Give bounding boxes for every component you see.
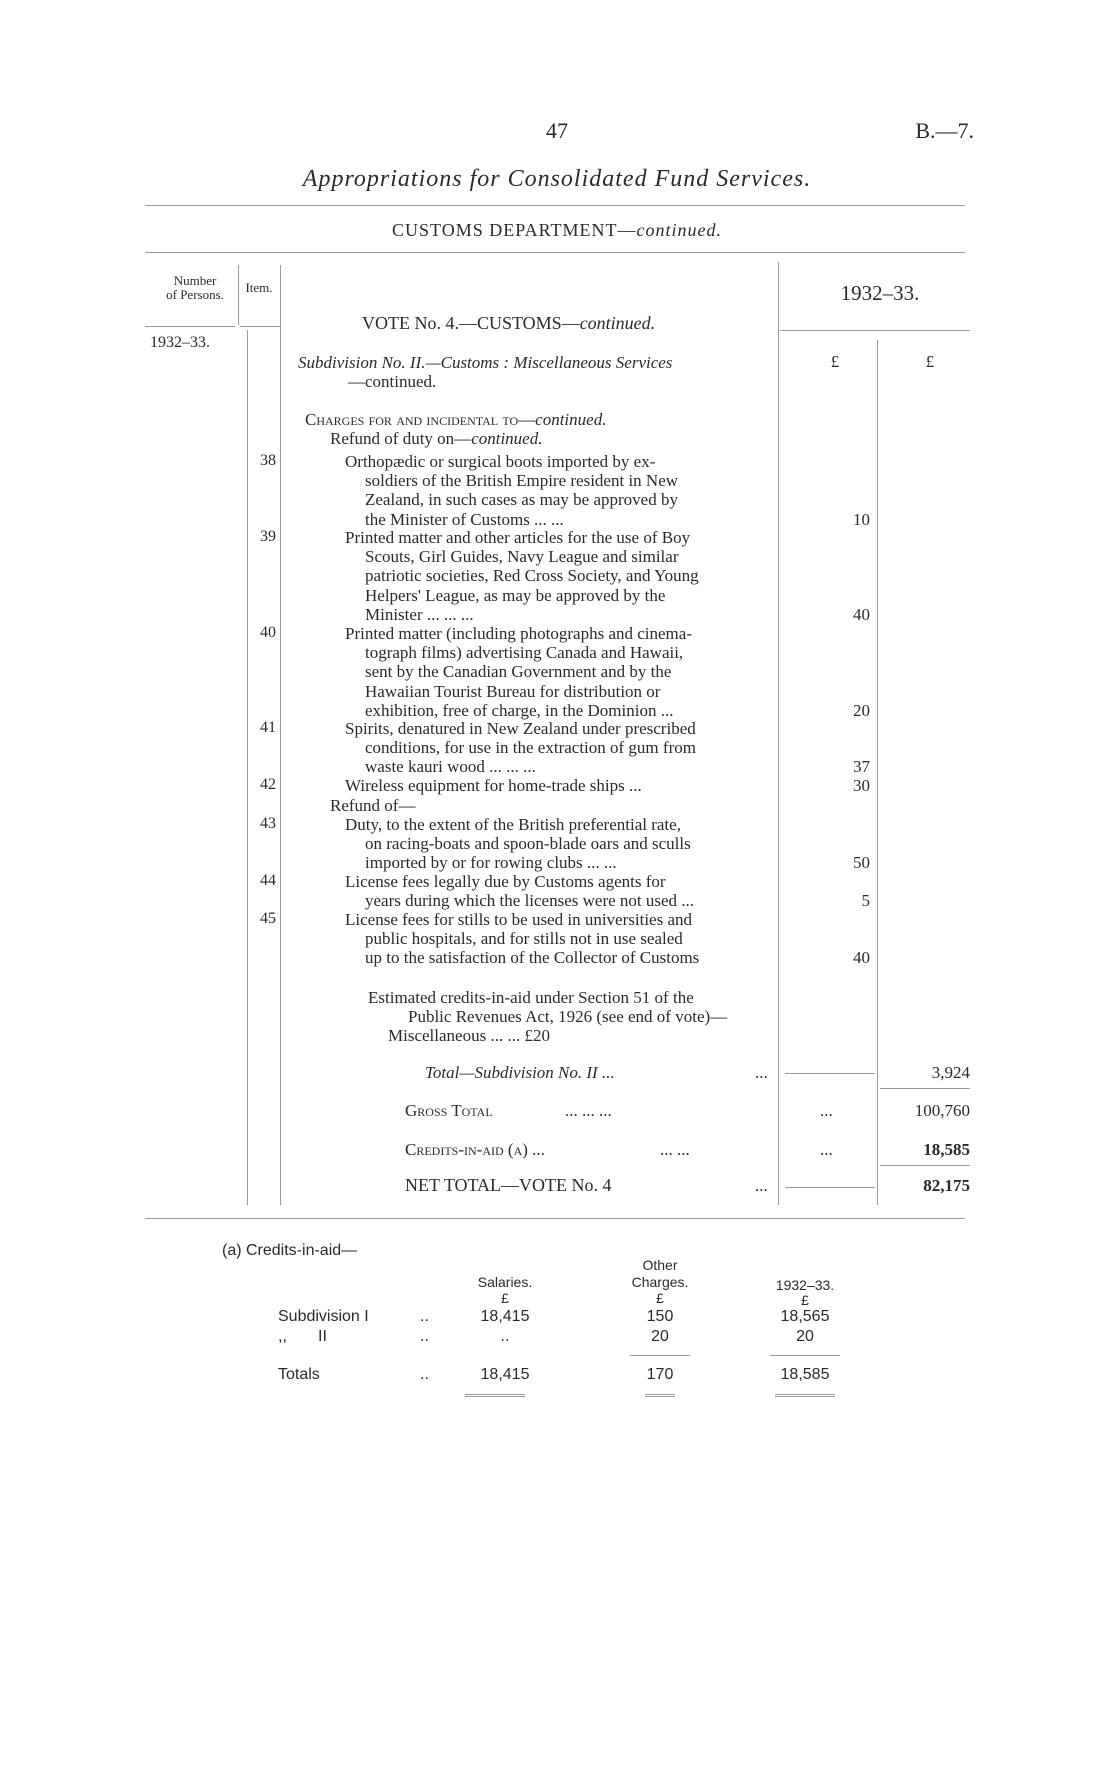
refund-heading-main: Refund of duty on— <box>330 429 472 448</box>
footnote-salaries-double-rule <box>465 1394 525 1397</box>
item-amount: 20 <box>853 700 870 720</box>
subdivision-total-dots: ... <box>755 1063 768 1082</box>
charges-heading-main: Charges for and incidental to— <box>305 410 536 429</box>
table-bottom-rule <box>145 1218 965 1219</box>
item-amount: 40 <box>853 604 870 624</box>
footnote-row-other: 150 <box>646 1308 674 1325</box>
charges-heading-continued: continued. <box>535 410 607 429</box>
subdivision-heading: Subdivision No. II.—Customs : Miscellaneous Services <box>298 353 673 372</box>
item-description-line: Zealand, in such cases as may be approved by <box>365 490 678 510</box>
credits-note-line-1: Estimated credits-in-aid under Section 51 of the <box>368 988 694 1007</box>
footnote-row-year: 18,585 <box>780 1366 830 1383</box>
title-rule <box>145 205 965 206</box>
footnote-row-year: 20 <box>796 1328 814 1345</box>
item-amount: 10 <box>853 509 870 529</box>
page-number: 47 <box>546 118 568 143</box>
subdivision-total-label: Total—Subdivision No. II ... <box>425 1063 615 1082</box>
credits-note-line-3: Miscellaneous ... ... £20 <box>388 1026 550 1045</box>
item-amount: 30 <box>853 776 870 795</box>
footnote-other-double-rule <box>645 1394 675 1397</box>
charges-heading <box>305 410 606 429</box>
item-description-line: conditions, for use in the extraction of gum from <box>365 738 696 758</box>
item-description-line: exhibition, free of charge, in the Dominion ... <box>365 700 674 720</box>
item-description-line: Printed matter and other articles for the use of Boy <box>345 528 691 547</box>
credits-note-line-2: Public Revenues Act, 1926 (see end of vote)— <box>408 1007 728 1026</box>
credits-in-aid-text: Credits-in-aid (a) ... <box>405 1140 545 1159</box>
net-total-dots: ... <box>755 1176 768 1195</box>
footnote-row-salaries: 18,415 <box>480 1366 530 1383</box>
footnote-other-subtotal-rule <box>630 1355 690 1356</box>
footnote-year-subtotal-rule <box>770 1355 840 1356</box>
credits-in-aid-value: 18,585 <box>923 1140 970 1159</box>
footnote-row-label: Totals <box>278 1366 320 1383</box>
page-title: Appropriations for Consolidated Fund Services. <box>302 166 812 192</box>
item-description-line: tograph films) advertising Canada and Hawaii, <box>365 643 684 663</box>
item-description-line: sent by the Canadian Government and by the <box>365 662 672 682</box>
footnote-row-salaries: .. <box>500 1328 510 1345</box>
footnote-row-salaries: 18,415 <box>480 1308 530 1325</box>
vote-title-main: VOTE No. 4.—CUSTOMS— <box>362 313 580 333</box>
subdivision-continued: —continued. <box>348 372 437 391</box>
number-of-persons-line-1: Number <box>173 273 217 288</box>
refund-heading-continued: continued. <box>471 429 543 448</box>
item-description-line: public hospitals, and for stills not in use sealed <box>365 929 683 949</box>
item-description-line: Duty, to the extent of the British preferential rate, <box>345 815 681 834</box>
item-description-line: Helpers' League, as may be approved by the <box>365 585 666 605</box>
item-number: 43 <box>260 815 276 832</box>
footnote-row-label: ,, II <box>278 1328 327 1345</box>
item-column-divider <box>238 265 239 325</box>
item-description-line: Hawaiian Tourist Bureau for distribution or <box>365 681 661 701</box>
item-description-line: years during which the licenses were not used ... <box>365 891 695 911</box>
pound-column-1: £ <box>830 352 840 371</box>
footnote-row-year: 18,565 <box>780 1308 830 1325</box>
footnote-pound-other: £ <box>656 1290 664 1306</box>
year-header: 1932–33. <box>840 281 920 305</box>
footnote-row-label: Subdivision I <box>278 1308 369 1325</box>
persons-year: 1932–33. <box>150 334 210 351</box>
item-description-line: Minister ... ... ... <box>365 604 474 624</box>
persons-header-rule <box>145 326 235 327</box>
net-total-label: NET TOTAL—VOTE No. 4 <box>405 1175 612 1195</box>
refund-of-heading: Refund of— <box>330 796 416 815</box>
item-number: 40 <box>260 624 276 641</box>
subdivision-total-underline <box>880 1088 970 1089</box>
item-header: Item. <box>245 280 273 295</box>
vote-title <box>362 314 655 333</box>
persons-column-divider <box>247 330 248 1205</box>
footnote-col-salaries: Salaries. <box>477 1274 533 1290</box>
number-of-persons-line-2: of Persons. <box>166 287 224 302</box>
item-amount: 5 <box>861 891 870 911</box>
credits-in-aid-underline <box>880 1165 970 1166</box>
number-of-persons-header <box>150 274 240 302</box>
pound-column-2: £ <box>925 352 935 371</box>
footnote-col-year: 1932–33. <box>775 1277 835 1293</box>
item-description-line: Printed matter (including photographs and cinema- <box>345 624 692 643</box>
footnote-title: (a) Credits-in-aid— <box>222 1242 358 1259</box>
footnote-row-other: 20 <box>651 1328 669 1345</box>
department-rule <box>145 252 965 253</box>
footnote-pound-salaries: £ <box>501 1290 509 1306</box>
item-amount: 40 <box>853 948 870 968</box>
gross-total-dots: ... ... ... <box>565 1101 612 1120</box>
footnote-pound-year: £ <box>801 1292 809 1308</box>
footnote-row-dots: .. <box>420 1328 429 1345</box>
gross-total-mid: ... <box>820 1101 833 1120</box>
net-total-rule <box>785 1187 875 1188</box>
footnote-row-dots: .. <box>420 1308 429 1325</box>
item-description-line: Orthopædic or surgical boots imported by ex- <box>345 452 656 471</box>
credits-in-aid-label <box>405 1140 545 1159</box>
item-number: 44 <box>260 872 276 889</box>
footnote-col-other-1: Other <box>642 1257 678 1273</box>
credits-in-aid-mid: ... <box>820 1140 833 1159</box>
item-number: 39 <box>260 528 276 545</box>
item-number: 38 <box>260 452 276 469</box>
item-description-line: Wireless equipment for home-trade ships ... <box>345 776 642 795</box>
year-header-rule <box>780 330 970 331</box>
item-amount: 50 <box>853 853 870 873</box>
department-heading <box>0 220 1114 241</box>
item-description-line: License fees legally due by Customs agents for <box>345 872 666 891</box>
item-amount: 37 <box>853 757 870 777</box>
total-column-divider <box>877 340 878 1205</box>
gross-total-label: Gross Total <box>405 1101 493 1120</box>
amount-column-divider <box>778 262 779 1205</box>
item-description-line: imported by or for rowing clubs ... ... <box>365 853 617 873</box>
item-description-line: Scouts, Girl Guides, Navy League and similar <box>365 547 679 567</box>
refund-heading <box>330 429 542 448</box>
net-total-value: 82,175 <box>923 1176 970 1195</box>
gross-total-value: 100,760 <box>914 1101 970 1120</box>
item-header-rule <box>240 326 280 327</box>
item-description-line: the Minister of Customs ... ... <box>365 509 564 529</box>
footnote-row-dots: .. <box>420 1366 429 1383</box>
item-description-line: soldiers of the British Empire resident in New <box>365 471 679 491</box>
item-number: 41 <box>260 719 276 736</box>
department-main: CUSTOMS DEPARTMENT— <box>392 220 637 240</box>
department-continued: continued. <box>636 220 722 240</box>
item-description-line: waste kauri wood ... ... ... <box>365 757 536 777</box>
item-description-line: on racing-boats and spoon-blade oars and sculls <box>365 834 691 854</box>
item-description-line: patriotic societies, Red Cross Society, and Young <box>365 566 699 586</box>
document-reference: B.—7. <box>915 118 974 143</box>
subdivision-total-value: 3,924 <box>931 1063 970 1082</box>
footnote-col-other-2: Charges. <box>631 1274 689 1290</box>
subdivision-total-rule <box>785 1073 875 1074</box>
credits-in-aid-dots: ... ... <box>660 1140 690 1159</box>
vote-title-continued: continued. <box>579 313 656 333</box>
item-description-line: License fees for stills to be used in universities and <box>345 910 692 929</box>
item-description-line: up to the satisfaction of the Collector of Customs <box>365 948 700 968</box>
item-number: 42 <box>260 776 276 793</box>
footnote-year-double-rule <box>775 1394 835 1397</box>
item-number: 45 <box>260 910 276 927</box>
footnote-row-other: 170 <box>646 1366 674 1383</box>
item-description-line: Spirits, denatured in New Zealand under prescribed <box>345 719 696 738</box>
